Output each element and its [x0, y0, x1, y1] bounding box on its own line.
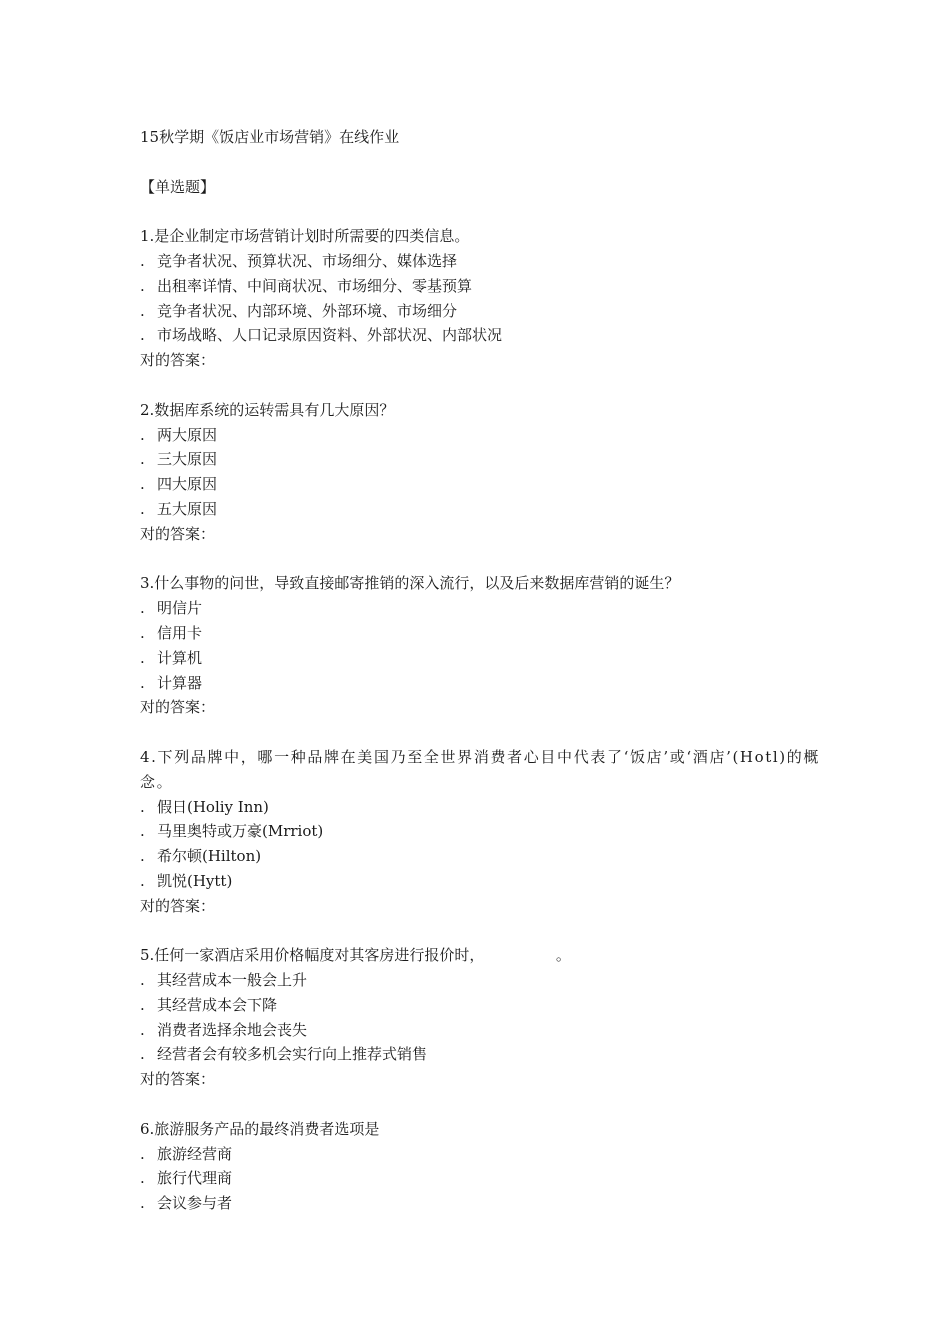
option-marker: . [140, 499, 145, 518]
option-c[interactable] [140, 299, 820, 324]
option-text: 计算器 [157, 673, 203, 692]
option-text: 消费者选择余地会丧失 [157, 1020, 308, 1039]
option-text: 会议参与者 [157, 1194, 233, 1213]
option-text: 计算机 [157, 648, 203, 667]
option-d[interactable] [140, 671, 820, 696]
option-text: 希尔顿(Hilton) [157, 847, 262, 866]
question-2 [140, 398, 820, 547]
option-marker: . [140, 822, 145, 841]
option-text: 明信片 [157, 599, 203, 618]
option-marker: . [140, 1194, 145, 1213]
option-text: 竞争者状况、预算状况、市场细分、媒体选择 [157, 251, 458, 270]
option-c[interactable] [140, 1018, 820, 1043]
answer-label: 对的答案： [140, 351, 216, 370]
option-marker: . [140, 251, 145, 270]
spacer [140, 1092, 820, 1117]
option-a[interactable] [140, 1142, 820, 1167]
option-marker: . [140, 623, 145, 642]
option-marker: . [140, 276, 145, 295]
answer-label: 对的答案： [140, 1070, 216, 1089]
answer-label: 对的答案： [140, 698, 216, 717]
option-text: 假日(Holiy Inn) [157, 797, 269, 816]
option-marker: . [140, 995, 145, 1014]
spacer [140, 547, 820, 572]
option-text: 五大原因 [157, 499, 218, 518]
question-stem: 2.数据库系统的运转需具有几大原因？ [140, 400, 395, 419]
option-a[interactable] [140, 795, 820, 820]
option-b[interactable] [140, 993, 820, 1018]
answer-label: 对的答案： [140, 896, 216, 915]
spacer [140, 199, 820, 224]
option-b[interactable] [140, 447, 820, 472]
option-marker: . [140, 450, 145, 469]
option-c[interactable] [140, 472, 820, 497]
document-title: 15秋学期《饭店业市场营销》在线作业 [140, 128, 400, 146]
question-1 [140, 224, 820, 373]
option-marker: . [140, 301, 145, 320]
option-marker: . [140, 1169, 145, 1188]
document-page [140, 125, 820, 1216]
option-text: 竞争者状况、内部环境、外部环境、市场细分 [157, 301, 458, 320]
option-marker: . [140, 326, 145, 345]
question-stem: 3.什么事物的问世，导致直接邮寄推销的深入流行，以及后来数据库营销的诞生？ [140, 574, 680, 593]
option-marker: . [140, 871, 145, 890]
option-marker: . [140, 971, 145, 990]
option-marker: . [140, 475, 145, 494]
option-marker: . [140, 648, 145, 667]
option-marker: . [140, 1045, 145, 1064]
option-b[interactable] [140, 621, 820, 646]
option-text: 旅游经营商 [157, 1144, 233, 1163]
option-marker: . [140, 1144, 145, 1163]
spacer [140, 919, 820, 944]
option-d[interactable] [140, 323, 820, 348]
option-b[interactable] [140, 819, 820, 844]
option-d[interactable] [140, 869, 820, 894]
spacer [140, 150, 820, 175]
option-text: 四大原因 [157, 475, 218, 494]
option-marker: . [140, 847, 145, 866]
option-marker: . [140, 425, 145, 444]
option-text: 三大原因 [157, 450, 218, 469]
question-3 [140, 571, 820, 720]
question-stem: 4.下列品牌中，哪一种品牌在美国乃至全世界消费者心目中代表了‘饭店’或‘酒店’(Hotl)的概念。 [140, 747, 820, 791]
option-text: 其经营成本一般会上升 [157, 971, 308, 990]
option-b[interactable] [140, 1166, 820, 1191]
option-c[interactable] [140, 646, 820, 671]
option-text: 马里奥特或万豪(Mrriot) [157, 822, 324, 841]
option-marker: . [140, 797, 145, 816]
option-text: 旅行代理商 [157, 1169, 233, 1188]
option-c[interactable] [140, 844, 820, 869]
section-label: 【单选题】 [140, 177, 216, 196]
question-6 [140, 1117, 820, 1216]
option-text: 信用卡 [157, 623, 203, 642]
question-stem: 1.是企业制定市场营销计划时所需要的四类信息。 [140, 227, 470, 246]
question-4 [140, 745, 820, 919]
option-text: 出租率详情、中间商状况、市场细分、零基预算 [157, 276, 473, 295]
spacer [140, 720, 820, 745]
option-marker: . [140, 1020, 145, 1039]
option-a[interactable] [140, 596, 820, 621]
spacer [140, 373, 820, 398]
answer-label: 对的答案： [140, 524, 216, 543]
option-text: 两大原因 [157, 425, 218, 444]
option-text: 凯悦(Hytt) [157, 871, 233, 890]
option-marker: . [140, 673, 145, 692]
option-marker: . [140, 599, 145, 618]
option-text: 其经营成本会下降 [157, 995, 278, 1014]
option-a[interactable] [140, 968, 820, 993]
option-d[interactable] [140, 497, 820, 522]
option-text: 市场战略、人口记录原因资料、外部状况、内部状况 [157, 326, 503, 345]
option-a[interactable] [140, 423, 820, 448]
option-text: 经营者会有较多机会实行向上推荐式销售 [157, 1045, 428, 1064]
option-d[interactable] [140, 1042, 820, 1067]
question-stem: 5.任何一家酒店采用价格幅度对其客房进行报价时， 。 [140, 946, 571, 965]
question-stem: 6.旅游服务产品的最终消费者选项是 [140, 1119, 380, 1138]
option-c[interactable] [140, 1191, 820, 1216]
option-a[interactable] [140, 249, 820, 274]
question-5 [140, 943, 820, 1092]
option-b[interactable] [140, 274, 820, 299]
